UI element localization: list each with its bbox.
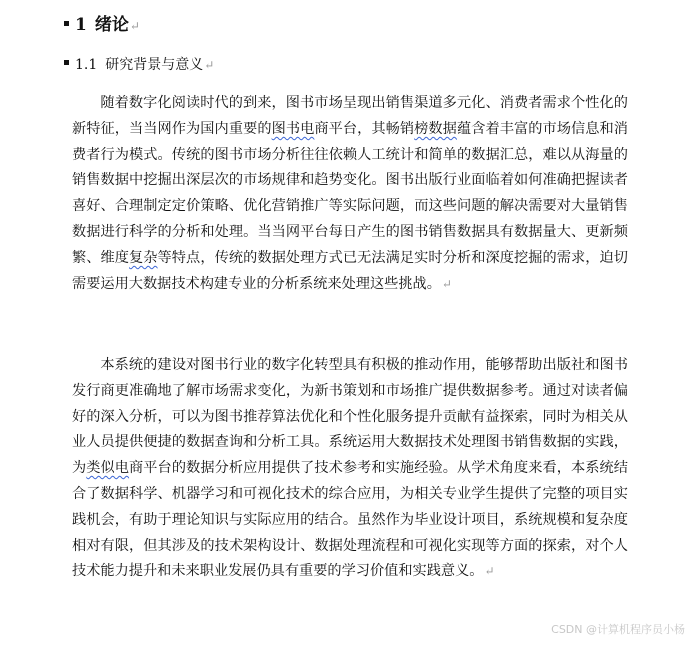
paragraph-text: 商平台的数据分析应用提供了技术参考和实施经验。从学术角度来看，本系统结合了数据科学、机器学习和可视化技术的综合应用，为相关专业学生提供了完整的项目实践机会，有助于理论知识与实际应用的结合。虽然作为毕业设计项目，系统规模和复杂度相对有限，但其涉及的技术架构设计、数据处理流程和可视化实现等方面的探索，对个人技术能力提升和未来职业发展仍具有重要的学习价值和实践意义。 [72,460,628,580]
section-number: 1.1 [75,57,98,73]
paragraph-text: 蕴含着丰富的市场信息和消费者行为模式。传统的图书市场分析往往依赖人工统计和简单的数据汇总，难以从海量的销售数据中挖掘出深层次的市场规律和趋势变化。图书出版行业面临着如何准确把握读者喜好、合理制定定价策略、优化营销推广等实际问题，而这些问题的解决需要对大量销售数据进行科学的分析和处理。当当网平台每日产生的图书销售数据具有数据量大、更新频繁、维度 [72,120,628,266]
section-heading [64,54,214,74]
spellcheck-underlined-text: 复杂 [129,249,158,266]
chapter-title: 绪论 [94,15,129,35]
spellcheck-underlined-text: 榜数据 [414,120,457,137]
chapter-heading [64,10,140,35]
paragraph-text: 商平台，其畅销 [314,120,415,137]
paragraph-mark-icon: ↵ [441,276,452,291]
section-title: 研究背景与意义 [105,57,204,73]
body-paragraph-2 [72,353,628,585]
paragraph-mark-icon: ↵ [204,58,215,72]
csdn-watermark: CSDN @计算机程序员小杨 [551,623,685,636]
paragraph-text: 本系统的建设对图书行业的数字化转型具有积极的推动作用，能够帮助出版社和图书发行商更准确地了解市场需求变化，为新书策划和市场推广提供数据参考。通过对读者偏好的深入分析，可以为图书推荐算法优化和个性化服务提升贡献有益探索，同时为相关从业人员提供便捷的数据查询和分析工具。系统运用大数据技术处理图书销售数据的实践，为 [72,357,628,477]
spellcheck-underlined-text: 图书电 [271,120,315,137]
chapter-number: 1 [75,15,87,35]
paragraph-mark-icon: ↵ [484,564,495,579]
body-paragraph-1 [72,91,628,297]
heading-bullet-icon [64,60,69,65]
spellcheck-underlined-text: 类似电 [86,460,130,477]
paragraph-mark-icon: ↵ [129,19,140,33]
heading-bullet-icon [64,21,69,26]
paragraph-text: 等特点，传统的数据处理方式已无法满足实时分析和深度挖掘的需求，迫切需要运用大数据技术构建专业的分析系统来处理这些挑战。 [72,249,628,292]
paragraph-text: 随着数字化阅读时代的到来，图书市场呈现出销售渠道多元化、消费者需求个性化的新特征，当当网作为国内重要的 [72,95,628,137]
